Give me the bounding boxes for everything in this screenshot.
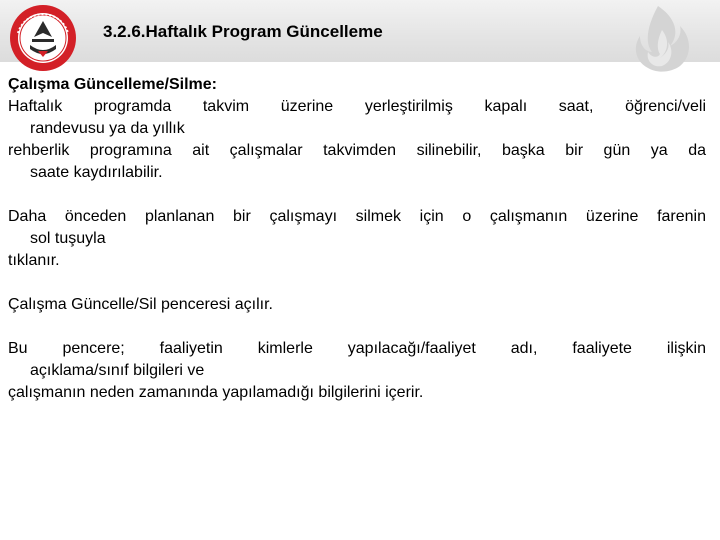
spacer [8,184,706,206]
p4-line3: çalışmanın neden zamanında yapılamadığı bilgilerini içerir. [8,384,424,401]
meb-logo-icon [8,3,78,73]
p1-line4: saate kaydırılabilir. [30,164,163,181]
p2-line3: tıklanır. [8,252,60,269]
slide-body [8,74,706,404]
spacer [8,316,706,338]
section-heading: Çalışma Güncelleme/Silme: [8,76,217,93]
p3-line1: Çalışma Güncelle/Sil penceresi açılır. [8,296,273,313]
spacer [8,272,706,294]
p1-line1: Haftalık programda takvim üzerine yerleştirilmiş kapalı saat, öğrenci/veli [8,98,706,115]
p4-line1: Bu pencere; faaliyetin kimlerle yapılacağı/faaliyet adı, faaliyete ilişkin [8,340,706,357]
p4-line2: açıklama/sınıf bilgileri ve [30,362,205,379]
p2-line1: Daha önceden planlanan bir çalışmayı silmek için o çalışmanın üzerine farenin [8,208,706,225]
p1-line3: rehberlik programına ait çalışmalar takvimden silinebilir, başka bir gün ya da [8,142,706,159]
slide-title: 3.2.6.Haftalık Program Güncelleme [103,22,383,41]
p2-line2: sol tuşuyla [30,230,106,247]
p1-line2: randevusu ya da yıllık [30,120,185,137]
flame-watermark-icon [618,4,706,74]
